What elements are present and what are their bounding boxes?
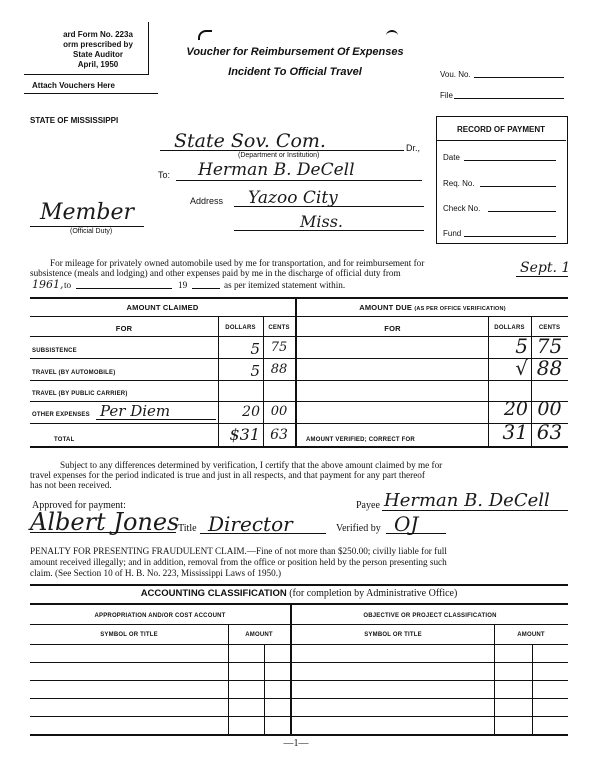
to-line — [176, 180, 422, 181]
row-total-due-cents: 63 — [536, 420, 563, 444]
row-other-cents: 00 — [270, 404, 288, 419]
due-for-header: FOR — [384, 324, 401, 333]
form-number-line4: April, 1950 — [77, 60, 119, 69]
official-duty-line — [30, 226, 144, 227]
row-travel-auto-due-dollars: √ — [515, 356, 528, 380]
accounting-subtitle-text: (for completion by Administrative Office) — [289, 588, 458, 599]
record-check-label: Check No. — [443, 204, 481, 213]
table-top-rule — [30, 297, 568, 299]
claim-dollars-header: DOLLARS — [225, 325, 256, 331]
claim-for-header: FOR — [115, 324, 133, 333]
accounting-subheader-rule — [30, 644, 568, 645]
year-value: 1961, — [32, 278, 64, 291]
voucher-subtitle: Incident To Official Travel — [228, 66, 362, 78]
period-from-value: Sept. 1 — [520, 260, 571, 276]
claim-cents-header: CENTS — [268, 325, 290, 331]
row-travel-auto-label: TRAVEL (BY AUTOMOBILE) — [32, 370, 116, 376]
accounting-center-divider — [290, 603, 292, 734]
accounting-row-rule-2 — [30, 680, 568, 681]
row-travel-auto-cents: 88 — [270, 362, 288, 377]
mileage-statement-line1: For mileage for privately owned automobile used by me for transportation, and for reimbursement for — [50, 258, 425, 268]
row-subsistence-cents: 75 — [270, 340, 288, 355]
verified-by-label: Verified by — [336, 523, 381, 534]
row-subsistence-dollars: 5 — [250, 340, 260, 358]
address-label: Address — [190, 196, 224, 206]
appropriation-header: APPROPRIATION AND/OR COST ACCOUNT — [94, 613, 226, 619]
penalty-line3: claim. (See Section 10 of H. B. No. 223, Mississippi Laws of 1950.) — [30, 568, 282, 578]
punch-mark-left — [198, 30, 212, 40]
year-line — [192, 288, 220, 289]
accounting-title — [30, 588, 568, 599]
verified-line — [386, 533, 446, 534]
file-line — [454, 98, 564, 99]
left-symbol-header: SYMBOL OR TITLE — [100, 632, 158, 638]
row-travel-auto-dollars: 5 — [250, 362, 260, 380]
row-total-dollars: $31 — [229, 425, 260, 444]
amount-verified-label: AMOUNT VERIFIED; CORRECT FOR — [306, 437, 415, 443]
address-line1 — [234, 206, 424, 207]
state-label: STATE OF MISSISSIPPI — [30, 116, 119, 125]
record-date-label: Date — [443, 153, 460, 162]
row-travel-public-label: TRAVEL (BY PUBLIC CARRIER) — [32, 391, 128, 397]
certify-line2: travel expenses for the period indicated is true and just in all respects, and that payment for any part thereof — [30, 470, 425, 480]
accounting-title-text: ACCOUNTING CLASSIFICATION — [140, 588, 287, 599]
vou-no-label: Vou. No. — [440, 70, 471, 79]
file-label: File — [440, 91, 453, 100]
amount-due-header — [297, 303, 568, 312]
due-cents-header: CENTS — [538, 325, 561, 331]
row-total-cents: 63 — [270, 427, 288, 443]
right-symbol-header: SYMBOL OR TITLE — [364, 632, 422, 638]
accounting-left-amount-divider — [228, 624, 229, 734]
form-number — [48, 30, 148, 70]
record-title-rule — [436, 140, 566, 141]
period-from-line — [516, 276, 568, 277]
accounting-left-cents-divider — [264, 644, 265, 734]
record-check-line — [488, 211, 556, 212]
accounting-right-amount-divider — [494, 624, 495, 734]
form-number-line2: orm prescribed by — [63, 40, 133, 49]
nineteen-label: 19 — [178, 280, 188, 290]
mileage-statement-line2: subsistence (meals and lodging) and other expenses paid by me in the discharge of official duty from — [30, 268, 401, 278]
department-value: State Sov. Com. — [174, 130, 326, 152]
attach-line — [24, 93, 158, 94]
punch-mark-right — [386, 30, 398, 38]
accounting-right-cents-divider — [532, 644, 533, 734]
accounting-row-rule-3 — [30, 698, 568, 699]
left-amount-header: AMOUNT — [245, 632, 273, 638]
row-other-note: Per Diem — [100, 402, 171, 420]
address-line1-value: Yazoo City — [248, 188, 338, 208]
accounting-row-rule-4 — [30, 716, 568, 717]
record-of-payment-title: RECORD OF PAYMENT — [456, 125, 545, 134]
page-number: —1— — [283, 738, 309, 749]
to-value: Herman B. DeCell — [198, 160, 355, 180]
row-total-due-dollars: 31 — [502, 420, 528, 444]
amount-due-note: (AS PER OFFICE VERIFICATION) — [414, 306, 506, 312]
verified-signature: OJ — [394, 512, 419, 536]
title-value: Director — [208, 512, 293, 536]
to-label: To: — [158, 170, 171, 180]
approved-label: Approved for payment: — [32, 500, 126, 511]
col-divider-center — [295, 297, 297, 446]
address-line2 — [234, 230, 424, 231]
penalty-line2: amount received illegally; and in addition, removal from the office or position held by the person presenting such — [30, 557, 447, 567]
department-caption: (Department or Institution) — [238, 152, 320, 159]
right-amount-header: AMOUNT — [517, 632, 545, 638]
row-subsistence-label: SUBSISTENCE — [32, 348, 77, 354]
approver-line — [30, 532, 176, 533]
payee-signature: Herman B. DeCell — [384, 490, 550, 511]
department-line — [160, 150, 404, 151]
official-duty-value: Member — [40, 200, 135, 225]
form-number-line1: ard Form No. 223a — [63, 30, 133, 39]
approver-signature: Albert Jones — [30, 508, 180, 536]
dr-label: Dr., — [406, 143, 421, 153]
row-total-label: TOTAL — [54, 437, 75, 443]
title-line — [200, 533, 326, 534]
statement-tail: as per itemized statement within. — [224, 280, 346, 290]
payee-line — [382, 510, 568, 511]
table-bottom-rule — [30, 446, 568, 448]
accounting-bottom-rule — [30, 734, 568, 736]
record-fund-label: Fund — [443, 229, 462, 238]
row-other-due-dollars: 20 — [503, 398, 528, 420]
row-other-due-cents: 00 — [537, 398, 562, 420]
amount-claimed-header: AMOUNT CLAIMED — [126, 303, 199, 312]
row-other-label: OTHER EXPENSES — [32, 412, 90, 418]
certify-line3: has not been received. — [30, 480, 112, 490]
penalty-text-1: PENALTY FOR PRESENTING FRAUDULENT CLAIM.—Fine of not more than $250.00; civilly liable for full — [30, 546, 447, 556]
record-req-line — [480, 186, 556, 187]
row-travel-auto-due-cents: 88 — [536, 356, 563, 380]
record-fund-line — [464, 236, 556, 237]
accounting-top-rule — [30, 584, 568, 586]
objective-header: OBJECTIVE OR PROJECT CLASSIFICATION — [363, 613, 497, 619]
form-number-line3: State Auditor — [73, 50, 123, 59]
row-subsistence-due-cents: 75 — [536, 334, 563, 358]
row-other-dollars: 20 — [242, 404, 260, 420]
accounting-title-rule — [30, 603, 568, 605]
certify-line1: Subject to any differences determined by verification, I certify that the above amount claimed by me for — [60, 460, 443, 470]
record-req-label: Req. No. — [443, 179, 475, 188]
due-dollars-header: DOLLARS — [494, 325, 525, 331]
title-label: Title — [178, 523, 197, 534]
voucher-title: Voucher for Reimbursement Of Expenses — [186, 46, 404, 58]
record-date-line — [464, 160, 556, 161]
to-word: to — [64, 280, 72, 290]
address-line2-value: Miss. — [300, 212, 344, 231]
row-subsistence-due-dollars: 5 — [515, 334, 528, 358]
accounting-header-rule — [30, 624, 568, 625]
vou-no-line — [474, 77, 564, 78]
amount-due-label: AMOUNT DUE — [359, 303, 413, 312]
row-other-note-line — [96, 419, 216, 420]
period-to-line — [76, 288, 172, 289]
attach-vouchers-label: Attach Vouchers Here — [32, 81, 115, 90]
penalty-line1 — [30, 546, 447, 556]
official-duty-caption: (Official Duty) — [70, 228, 113, 235]
accounting-row-rule-1 — [30, 662, 568, 663]
payee-label: Payee — [356, 500, 380, 511]
